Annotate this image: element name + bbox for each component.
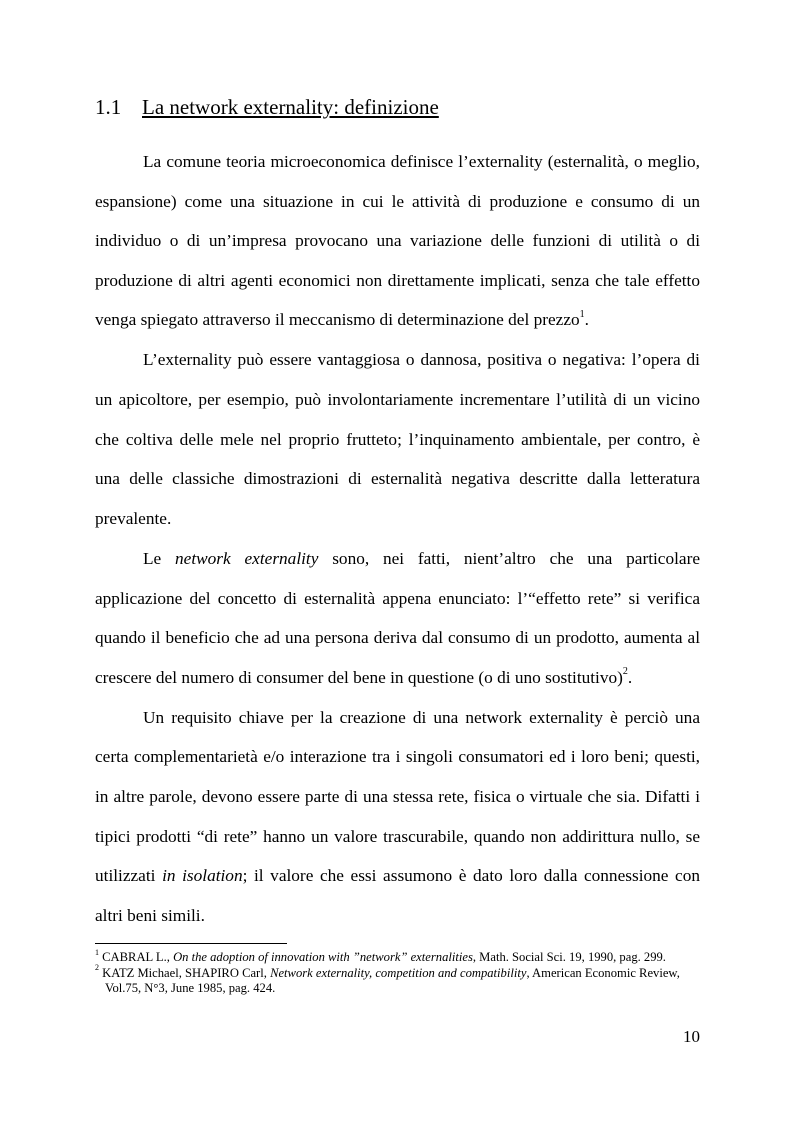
- footnote-1-mark: 1: [95, 947, 99, 957]
- paragraph-2-text: L’externality può essere vantaggiosa o dannosa, positiva o negativa: l’opera di un apicoltore, per esempio, può involontariamente incrementare l’utilità di un vicino che coltiva delle mele nel proprio frutteto; l’inquinamento ambientale, per contro, è una delle classiche dimostrazioni di esternalità negativa descritte dalla letteratura prevalente.: [95, 350, 700, 528]
- paragraph-3-text: sono, nei fatti, nient’altro che una particolare applicazione del concetto di esternalità appena enunciato: l’“effetto rete” si verifica quando il beneficio che ad una persona deriva dal consumo di un prodotto, aumenta al crescere del numero di consumer del bene in questione (o di uno sostitutivo): [95, 548, 701, 687]
- section-number: 1.1: [95, 95, 122, 119]
- section-title: La network externality: definizione: [142, 95, 439, 119]
- paragraph-3: [95, 539, 700, 697]
- paragraph-1: [95, 142, 700, 340]
- paragraph-3-pre: Le: [143, 548, 176, 568]
- paragraph-1-end: .: [584, 310, 589, 330]
- body-text: [95, 142, 700, 936]
- footnote-ref-1: 1: [579, 308, 585, 320]
- footnote-1-title: On the adoption of innovation with ”network” externalities: [173, 950, 473, 964]
- paragraph-4-text: Un requisito chiave per la creazione di una network externality è perciò una certa complementarietà e/o interazione tra i singoli consumatori ed i loro beni; questi, in altre parole, devono essere parte di una stessa rete, fisica o virtuale che sia. Difatti i tipici prodotti “di rete” hanno un valore trascurabile, quando non addirittura nullo, se utilizzati: [95, 707, 700, 886]
- paragraph-4-italic: in isolation: [162, 866, 243, 886]
- footnote-2-continuation: Vol.75, N°3, June 1985, pag. 424.: [105, 981, 276, 995]
- footnote-2: [95, 963, 680, 982]
- paragraph-3-end: .: [627, 667, 633, 687]
- section-heading: [95, 95, 439, 120]
- paragraph-2: [95, 340, 700, 538]
- footnote-2-rest: , American Economic Review,: [526, 965, 680, 980]
- paragraph-4: [95, 698, 700, 936]
- footnote-2-title: Network externality, competition and compatibility: [270, 965, 527, 980]
- footnote-1-rest: , Math. Social Sci. 19, 1990, pag. 299.: [472, 950, 666, 964]
- footnote-2-mark: 2: [95, 963, 99, 973]
- footnote-1: [95, 947, 680, 966]
- footnotes: [95, 947, 680, 997]
- paragraph-4-text-2: ; il valore che essi assumono è dato loro dalla connessione con altri beni simili.: [95, 866, 700, 925]
- paragraph-3-italic: network externality: [175, 548, 319, 568]
- footnote-2-author: KATZ Michael, SHAPIRO Carl,: [99, 965, 271, 980]
- footnote-ref-2: 2: [622, 665, 628, 677]
- footnote-separator: [95, 943, 287, 944]
- paragraph-1-text: La comune teoria microeconomica definisce l’externality (esternalità, o meglio, espansione) come una situazione in cui le attività di produzione e consumo di un individuo o di un’impresa provocano una variazione delle funzioni di utilità o di produzione di altri agenti economici non direttamente implicati, senza che tale effetto venga spiegato attraverso il meccanismo di determinazione del prezzo: [95, 152, 700, 330]
- page-number: 10: [683, 1027, 700, 1046]
- footnote-1-author: CABRAL L.,: [99, 950, 174, 964]
